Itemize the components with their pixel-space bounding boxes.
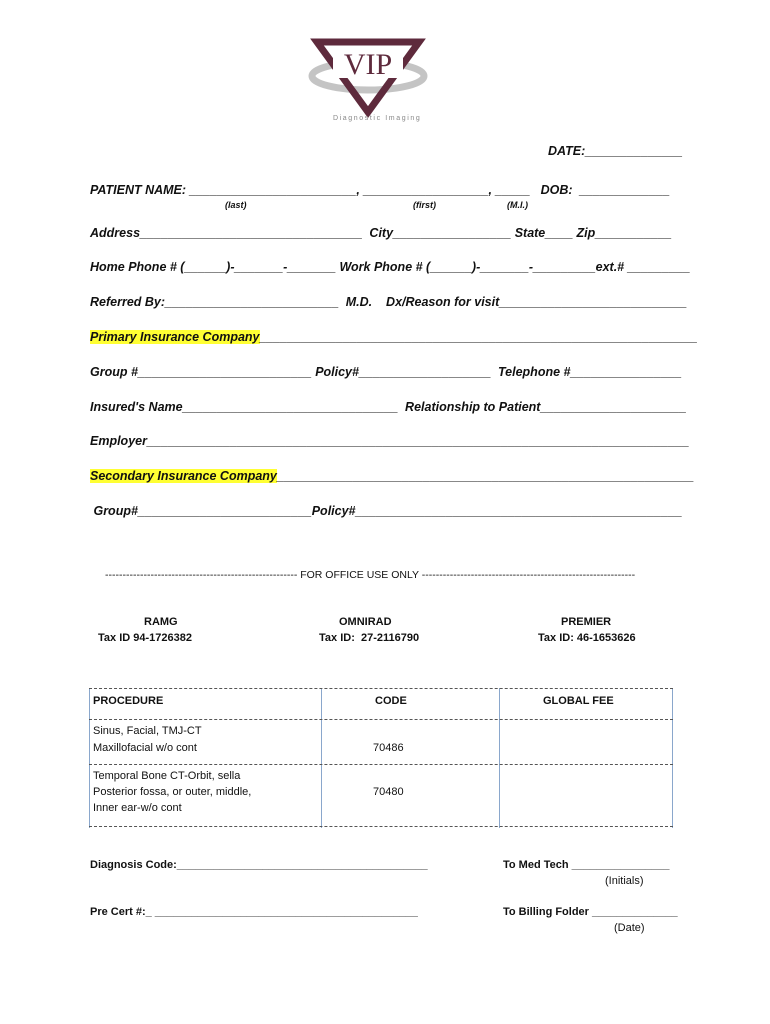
primary-insurance-field[interactable]: Primary Insurance Company_______________________________________________________________ xyxy=(90,330,698,344)
primary-insurance-label: Primary Insurance Company xyxy=(90,330,260,344)
med-tech-field[interactable]: To Med Tech ________________ xyxy=(503,859,670,871)
address-field[interactable]: Address________________________________ City_________________ State____ Zip___________ xyxy=(90,226,672,240)
procedure-line: Posterior fossa, or outer, middle, xyxy=(93,786,252,798)
center-name: RAMG xyxy=(144,616,178,628)
center-name: PREMIER xyxy=(561,616,612,628)
date-field[interactable]: DATE:______________ xyxy=(548,144,683,158)
procedure-line: Maxillofacial w/o cont xyxy=(93,742,197,754)
date-label: (Date) xyxy=(614,922,645,934)
billing-folder-field[interactable]: To Billing Folder ______________ xyxy=(503,906,678,918)
center-tax: Tax ID: 27-2116790 xyxy=(319,632,420,644)
header-procedure: PROCEDURE xyxy=(93,695,164,707)
employer-field[interactable]: Employer______________________________________________________________________________ xyxy=(90,434,690,448)
procedure-code: 70486 xyxy=(373,742,404,754)
header-code: CODE xyxy=(375,695,407,707)
referred-by-field[interactable]: Referred By:_________________________ M.D. Dx/Reason for visit___________________________ xyxy=(90,295,687,309)
group-field[interactable]: Group #_________________________ Policy#___________________ Telephone #________________ xyxy=(90,365,682,379)
procedure-line: Temporal Bone CT-Orbit, sella xyxy=(93,770,241,782)
procedure-line: Inner ear-w/o cont xyxy=(93,802,182,814)
office-use-divider: ------------------------------------------------------- FOR OFFICE USE ONLY ------------------------------------------------------------- xyxy=(105,569,636,581)
logo-brand: VIP xyxy=(343,48,393,81)
header-global-fee: GLOBAL FEE xyxy=(543,695,614,707)
secondary-insurance-label: Secondary Insurance Company xyxy=(90,469,277,483)
last-label: (last) xyxy=(225,200,247,210)
secondary-insurance-field[interactable]: Secondary Insurance Company____________________________________________________________ xyxy=(90,469,694,483)
mi-label: (M.I.) xyxy=(507,200,528,210)
center-tax: Tax ID: 46-1653626 xyxy=(538,632,636,644)
center-tax: Tax ID 94-1726382 xyxy=(98,632,192,644)
center-name: OMNIRAD xyxy=(339,616,392,628)
insured-name-field[interactable]: Insured's Name_______________________________ Relationship to Patient_____________________ xyxy=(90,400,687,414)
first-label: (first) xyxy=(413,200,436,210)
phone-field[interactable]: Home Phone # (______)-_______-_______ Work Phone # (______)-_______-_________ext.# _________ xyxy=(90,260,691,274)
diagnosis-code-field[interactable]: Diagnosis Code:_________________________________________ xyxy=(90,859,428,871)
procedure-line: Sinus, Facial, TMJ-CT xyxy=(93,725,202,737)
group2-field[interactable]: Group#_________________________Policy#_______________________________________________ xyxy=(90,504,683,518)
procedure-code: 70480 xyxy=(373,786,404,798)
pre-cert-field[interactable]: Pre Cert #:_ ___________________________________________ xyxy=(90,906,418,918)
logo-subtitle: Diagnostic Imaging xyxy=(333,115,422,122)
initials-label: (Initials) xyxy=(605,875,644,887)
patient-name-field[interactable]: PATIENT NAME: ________________________, __________________, _____ DOB: _____________ xyxy=(90,183,670,197)
